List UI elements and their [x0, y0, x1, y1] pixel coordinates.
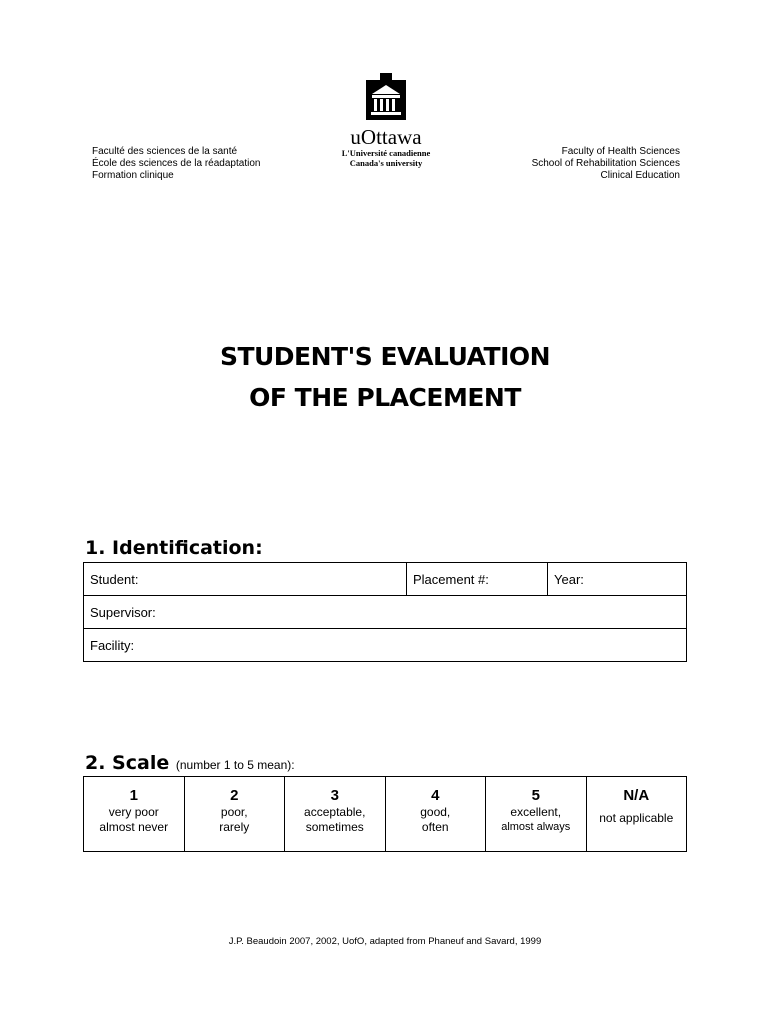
- logo-tagline-en: Canada's university: [349, 158, 423, 168]
- scale-cell: [385, 777, 486, 852]
- scale-subheading: (number 1 to 5 mean):: [175, 758, 295, 772]
- header-left-line: École des sciences de la réadaptation: [92, 158, 261, 169]
- scale-cell: [486, 777, 587, 852]
- scale-cell: [285, 777, 386, 852]
- scale-number: 1: [129, 787, 138, 804]
- facility-field[interactable]: Facility:: [84, 629, 687, 662]
- header-right-line: School of Rehabilitation Sciences: [531, 158, 680, 169]
- scale-number: 4: [431, 787, 440, 804]
- document-title: [0, 336, 770, 418]
- scale-number: 2: [230, 787, 239, 804]
- header-left-line: Faculté des sciences de la santé: [92, 146, 238, 157]
- identification-table: [83, 562, 687, 662]
- scale-cell: [184, 777, 285, 852]
- title-line: STUDENT'S EVALUATION: [219, 342, 551, 371]
- scale-desc: very poor: [108, 805, 159, 819]
- scale-desc: not applicable: [599, 811, 674, 825]
- header-right-line: Faculty of Health Sciences: [561, 146, 680, 157]
- supervisor-field[interactable]: Supervisor:: [84, 596, 687, 629]
- scale-desc: good,: [420, 805, 451, 819]
- scale-number: N/A: [623, 787, 650, 804]
- scale-number: 3: [330, 787, 339, 804]
- scale-cell: [586, 777, 687, 852]
- footer-credit: J.P. Beaudoin 2007, 2002, UofO, adapted from Phaneuf and Savard, 1999: [228, 936, 542, 947]
- identification-heading: 1. Identification:: [85, 537, 263, 559]
- scale-heading-text: 2. Scale: [85, 752, 170, 774]
- logo-tagline-fr: L'Université canadienne: [341, 148, 431, 158]
- header-faculty-fr: [92, 146, 260, 182]
- scale-desc: often: [421, 820, 449, 834]
- uottawa-logo: [330, 72, 442, 168]
- scale-desc: sometimes: [305, 820, 364, 834]
- scale-cell: [84, 777, 185, 852]
- title-line: OF THE PLACEMENT: [249, 383, 521, 412]
- scale-table: [83, 776, 687, 852]
- year-field[interactable]: Year:: [548, 563, 687, 596]
- scale-desc: rarely: [219, 820, 250, 834]
- scale-desc: almost always: [501, 821, 571, 833]
- header-right-line: Clinical Education: [600, 170, 680, 181]
- scale-desc: acceptable,: [304, 805, 366, 819]
- scale-desc: almost never: [99, 820, 169, 834]
- placement-field[interactable]: Placement #:: [407, 563, 548, 596]
- scale-heading: [85, 752, 295, 774]
- header-left-line: Formation clinique: [92, 170, 174, 181]
- student-field[interactable]: Student:: [84, 563, 407, 596]
- scale-desc: poor,: [220, 805, 248, 819]
- scale-number: 5: [531, 787, 540, 804]
- scale-desc: excellent,: [510, 805, 562, 819]
- logo-wordmark: uOttawa: [350, 125, 422, 149]
- university-building-icon: [364, 72, 408, 122]
- header-faculty-en: [532, 146, 680, 182]
